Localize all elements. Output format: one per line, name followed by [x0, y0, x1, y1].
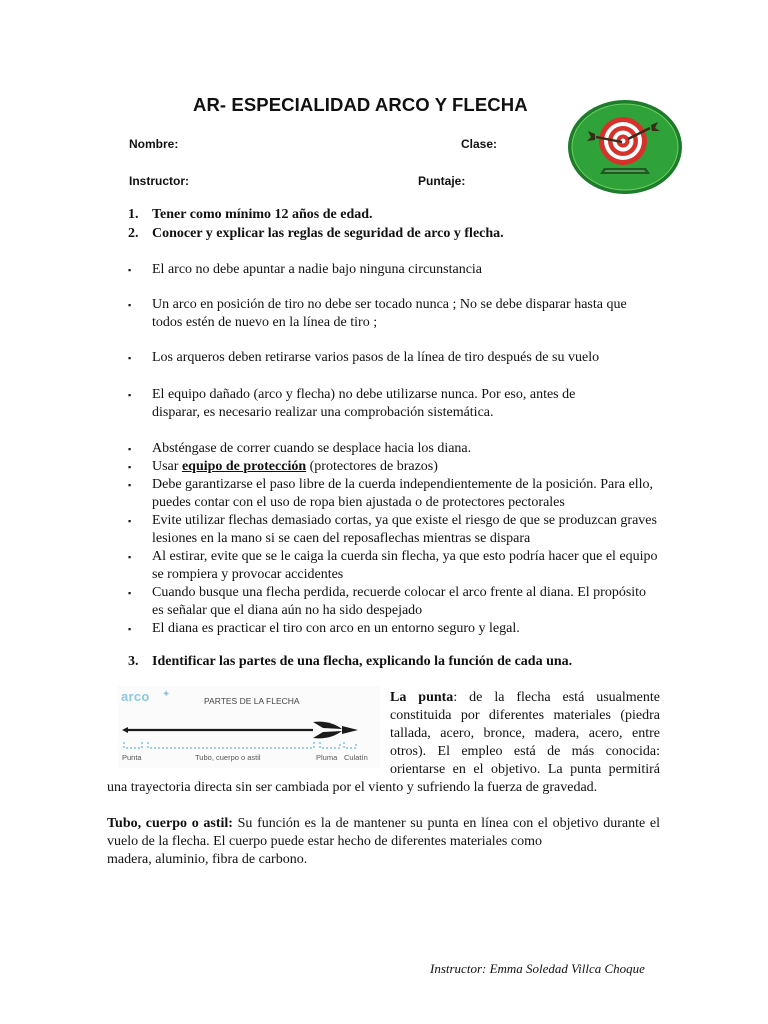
puntaje-label: Puntaje:	[418, 174, 466, 188]
label-punta: Punta	[122, 753, 142, 762]
section-text: Identificar las partes de una flecha, explicando la función de cada una.	[152, 654, 573, 669]
rule-text: Cuando busque una flecha perdida, recuerde colocar el arco frente al diana. El propósito es señalar que el diana aún no ha sido despejado	[152, 585, 647, 618]
rule-item	[128, 584, 658, 620]
instructor-label: Instructor:	[129, 174, 189, 188]
tubo-last-line: madera, aluminio, fibra de carbono.	[107, 852, 308, 867]
rule-text: El equipo dañado (arco y flecha) no debe utilizarse nunca. Por eso, antes de disparar, es necesario realizar una comprobación sistemática.	[152, 387, 576, 420]
label-tubo: Tubo, cuerpo o astil	[195, 753, 261, 762]
la-punta-body: : de la flecha está usualmente constituida por diferentes materiales (piedra tallada, acero, bronce, madera, acero, entre otros). El empleo está de más conocida: orientarse en el objetivo. La punta permitirá	[390, 690, 660, 777]
rule-item	[128, 512, 668, 548]
la-punta-heading: La punta	[390, 690, 454, 705]
section-number: 3.	[128, 654, 139, 669]
bullet-icon: ▪	[128, 444, 132, 454]
protective-equipment-term: equipo de protección	[181, 459, 307, 474]
arco-logo: arco	[121, 689, 150, 704]
rule-text: El arco no debe apuntar a nadie bajo ninguna circunstancia	[152, 262, 483, 277]
arrow-point	[122, 727, 128, 733]
arrow-fletching-top	[313, 722, 342, 729]
bullet-icon: ▪	[128, 624, 132, 634]
rule-suffix: (protectores de brazos)	[306, 459, 438, 474]
section-3-heading	[128, 654, 572, 670]
rule-item	[128, 620, 668, 638]
rule-text: Los arqueros deben retirarse varios pasos de la línea de tiro después de su vuelo	[152, 350, 600, 365]
rule-text: Debe garantizarse el paso libre de la cuerda independientemente de la posición. Para ello, puedes contar con el uso de ropa bien ajustada o de protectores pectorales	[152, 477, 654, 510]
la-punta-paragraph	[390, 689, 660, 779]
tubo-paragraph	[107, 815, 660, 869]
rule-prefix: Usar	[152, 459, 182, 474]
rule-text: Absténgase de correr cuando se desplace hacia los diana.	[152, 441, 472, 456]
rule-text: Evite utilizar flechas demasiado cortas, ya que existe el riesgo de que se produzcan graves lesiones en la mano si se caen del reposaflechas mientras se dispara	[152, 513, 657, 546]
label-culatin: Culatín	[344, 753, 368, 762]
rule-item	[128, 440, 668, 458]
tubo-body: Su función es la de mantener su punta en línea con el objetivo durante el vuelo de la flecha. El cuerpo puede estar hecho de diferentes materiales como	[107, 816, 661, 849]
arrow-nock	[342, 726, 358, 734]
requirement-number: 1.	[128, 207, 139, 222]
tubo-heading: Tubo, cuerpo o astil:	[107, 816, 233, 831]
rule-item	[128, 476, 673, 512]
bullet-icon: ▪	[128, 480, 132, 490]
page-title: AR- ESPECIALIDAD ARCO Y FLECHA	[193, 94, 528, 115]
requirement-text: Conocer y explicar las reglas de seguridad de arco y flecha.	[152, 225, 504, 241]
archery-target-icon	[566, 98, 684, 196]
rule-text	[152, 458, 668, 476]
specialty-badge	[566, 98, 684, 196]
bullet-icon: ▪	[128, 390, 132, 400]
rule-item	[128, 458, 668, 476]
instructor-footer: Instructor: Emma Soledad Villca Choque	[430, 961, 645, 976]
rule-text: Al estirar, evite que se le caiga la cuerda sin flecha, ya que esto podría hacer que el equipo se rompiera y provocar accidentes	[152, 549, 658, 582]
bullet-icon: ▪	[128, 462, 132, 472]
bullet-icon: ▪	[128, 516, 132, 526]
bullet-icon: ▪	[128, 265, 132, 275]
nombre-label: Nombre:	[129, 137, 179, 151]
rule-item	[128, 548, 668, 584]
figure-title: PARTES DE LA FLECHA	[204, 696, 300, 706]
bullet-icon: ▪	[128, 353, 132, 363]
requirement-text: Tener como mínimo 12 años de edad.	[152, 207, 373, 222]
rule-item	[128, 386, 622, 422]
rule-item	[128, 349, 668, 367]
rule-text: El diana es practicar el tiro con arco en un entorno seguro y legal.	[152, 621, 520, 636]
requirement-item	[128, 206, 504, 225]
rule-item	[128, 296, 648, 332]
la-punta-continuation: una trayectoria directa sin ser cambiada por el viento y sufriendo la fuerza de gravedad.	[107, 780, 598, 795]
requirement-number: 2.	[128, 225, 139, 241]
requirements-list	[128, 206, 504, 243]
bullet-icon: ▪	[128, 552, 132, 562]
arrow-parts-figure	[118, 686, 380, 768]
bullet-icon: ▪	[128, 588, 132, 598]
rule-text: Un arco en posición de tiro no debe ser tocado nunca ; No se debe disparar hasta que todos estén de nuevo en la línea de tiro ;	[152, 297, 627, 330]
bullet-icon: ▪	[128, 300, 132, 310]
clase-label: Clase:	[461, 137, 498, 151]
requirement-item	[128, 225, 504, 244]
label-pluma: Pluma	[316, 753, 338, 762]
rule-item	[128, 261, 668, 279]
archer-icon: ✦	[162, 689, 171, 700]
arrow-fletching-bottom	[313, 731, 342, 738]
